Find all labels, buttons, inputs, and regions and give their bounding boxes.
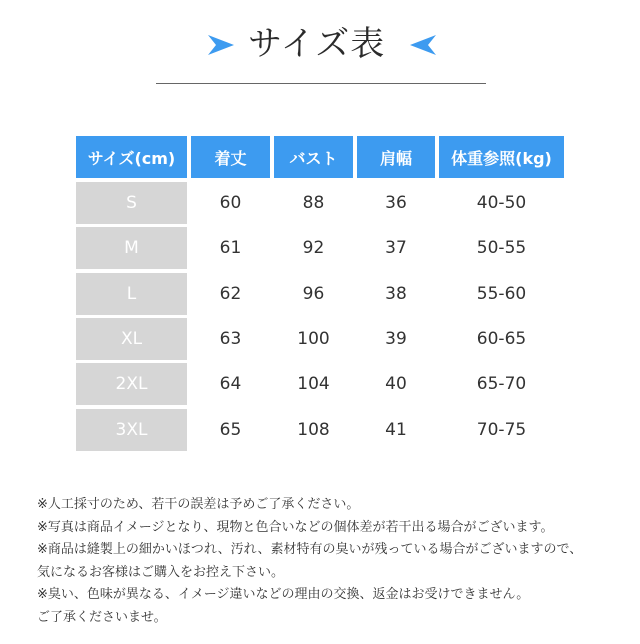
bust-value: 92	[302, 238, 325, 258]
table-row	[76, 182, 564, 224]
size-label: M	[76, 227, 187, 269]
chevron-left-icon	[408, 34, 438, 56]
note-line: ※商品は縫製上の細かいほつれ、汚れ、素材特有の臭いが残っている場合がございますので、	[37, 542, 583, 557]
note-line: ※写真は商品イメージとなり、現物と色合いなどの個体差が若干出る場合がございます。	[37, 519, 554, 535]
weight-value: 60-65	[476, 329, 527, 349]
length-value: 62	[219, 284, 242, 304]
weight-value: 55-60	[476, 284, 527, 304]
table-row	[76, 409, 564, 451]
bust-value: 100	[297, 329, 330, 349]
note-line: ※人工採寸のため、若干の誤差は予めご了承ください。	[37, 497, 360, 512]
size-label: S	[76, 182, 187, 224]
weight-value: 50-55	[476, 238, 527, 258]
header-size: サイズ(cm)	[76, 136, 187, 178]
title-divider	[156, 83, 486, 84]
shoulder-value: 39	[385, 329, 407, 349]
length-value: 61	[219, 238, 242, 258]
table-row	[76, 227, 564, 269]
header-shoulder: 肩幅	[357, 136, 435, 178]
page-title: サイズ表	[248, 24, 386, 64]
size-table	[76, 136, 564, 454]
bust-value: 88	[302, 193, 325, 213]
note-line: ※臭い、色味が異なる、イメージ違いなどの理由の交換、返金はお受けできません。	[37, 587, 530, 602]
chevron-right-icon	[206, 34, 236, 56]
length-value: 60	[219, 193, 242, 213]
size-label: 3XL	[76, 409, 187, 451]
size-label: XL	[76, 318, 187, 360]
header-weight: 体重参照(kg)	[439, 136, 564, 178]
header-length: 着丈	[191, 136, 270, 178]
note-line: ご了承くださいませ。	[37, 609, 167, 625]
length-value: 64	[219, 374, 242, 394]
bust-value: 104	[297, 374, 330, 394]
weight-value: 65-70	[476, 374, 527, 394]
shoulder-value: 37	[385, 238, 407, 258]
length-value: 63	[219, 329, 242, 349]
weight-value: 70-75	[476, 420, 527, 440]
table-row	[76, 318, 564, 360]
bust-value: 108	[297, 420, 330, 440]
bust-value: 96	[302, 284, 325, 304]
header-bust: バスト	[274, 136, 353, 178]
table-row	[76, 363, 564, 405]
size-label: L	[76, 273, 187, 315]
notes-section	[37, 494, 633, 629]
length-value: 65	[219, 420, 242, 440]
table-row	[76, 273, 564, 315]
weight-value: 40-50	[476, 193, 527, 213]
title-area	[0, 18, 640, 74]
shoulder-value: 36	[385, 193, 407, 213]
shoulder-value: 41	[385, 420, 407, 440]
shoulder-value: 38	[385, 284, 407, 304]
size-label: 2XL	[76, 363, 187, 405]
shoulder-value: 40	[385, 374, 407, 394]
note-line: 気になるお客様はご購入をお控え下さい。	[37, 564, 285, 580]
